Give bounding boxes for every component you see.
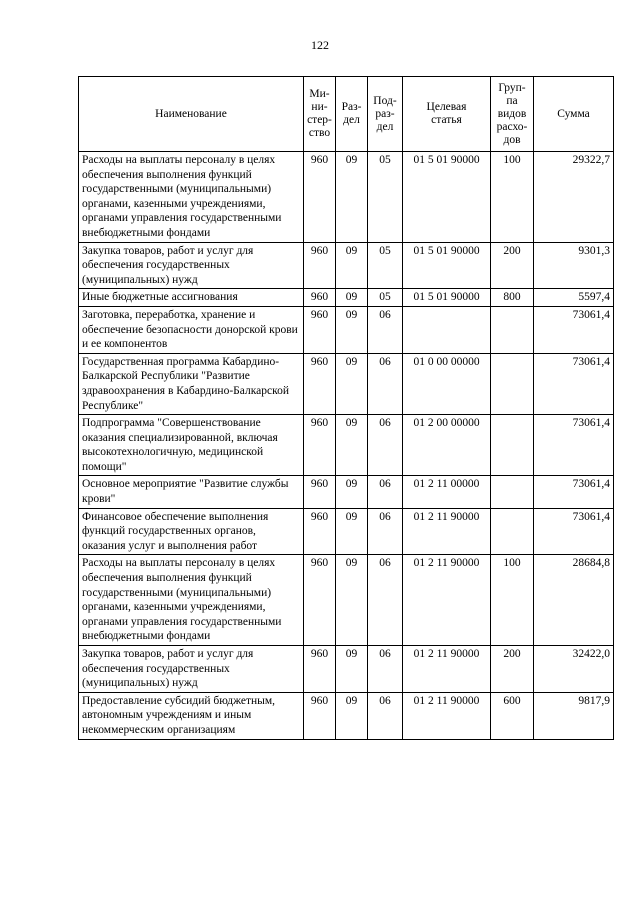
cell-sum: 73061,4	[534, 353, 614, 414]
cell-subsection: 06	[368, 646, 403, 693]
cell-target: 01 2 11 90000	[403, 692, 491, 739]
cell-sum: 73061,4	[534, 508, 614, 555]
header-ministry: Ми- ни- стер- ство	[304, 77, 336, 152]
cell-target: 01 2 11 90000	[403, 508, 491, 555]
cell-group: 600	[491, 692, 534, 739]
cell-sum: 5597,4	[534, 289, 614, 307]
cell-target: 01 2 00 00000	[403, 415, 491, 476]
cell-sum: 9817,9	[534, 692, 614, 739]
cell-name: Основное мероприятие "Развитие службы крови"	[79, 476, 304, 508]
cell-section: 09	[336, 415, 368, 476]
page-number: 122	[311, 38, 329, 52]
header-row	[79, 77, 614, 152]
cell-subsection: 06	[368, 415, 403, 476]
cell-sum: 32422,0	[534, 646, 614, 693]
cell-sum: 28684,8	[534, 555, 614, 646]
cell-ministry: 960	[304, 555, 336, 646]
table-row	[79, 415, 614, 476]
cell-section: 09	[336, 289, 368, 307]
header-name: Наименование	[79, 77, 304, 152]
cell-name: Иные бюджетные ассигнования	[79, 289, 304, 307]
cell-ministry: 960	[304, 152, 336, 243]
cell-target	[403, 306, 491, 353]
cell-ministry: 960	[304, 476, 336, 508]
cell-target: 01 2 11 90000	[403, 555, 491, 646]
cell-section: 09	[336, 353, 368, 414]
cell-ministry: 960	[304, 289, 336, 307]
cell-target: 01 0 00 00000	[403, 353, 491, 414]
cell-sum: 73061,4	[534, 476, 614, 508]
cell-target: 01 2 11 00000	[403, 476, 491, 508]
cell-group: 100	[491, 152, 534, 243]
cell-sum: 73061,4	[534, 415, 614, 476]
cell-name: Подпрограмма "Совершенствование оказания специализированной, включая высокотехнологичную, медицинской помощи"	[79, 415, 304, 476]
cell-section: 09	[336, 476, 368, 508]
cell-ministry: 960	[304, 646, 336, 693]
cell-section: 09	[336, 152, 368, 243]
cell-target: 01 5 01 90000	[403, 242, 491, 289]
table-row	[79, 289, 614, 307]
cell-subsection: 06	[368, 353, 403, 414]
cell-subsection: 05	[368, 289, 403, 307]
cell-name: Государственная программа Кабардино-Балкарской Республики "Развитие здравоохранения в Кабардино-Балкарской Республике"	[79, 353, 304, 414]
table-row	[79, 476, 614, 508]
header-sum: Сумма	[534, 77, 614, 152]
cell-section: 09	[336, 306, 368, 353]
cell-subsection: 05	[368, 242, 403, 289]
cell-subsection: 06	[368, 692, 403, 739]
cell-name: Расходы на выплаты персоналу в целях обеспечения выполнения функций государственными (муниципальными) органами, казенными учреждениями, органами управления государственными внебюджетными фондами	[79, 152, 304, 243]
cell-group	[491, 508, 534, 555]
cell-target: 01 5 01 90000	[403, 289, 491, 307]
header-group: Груп- па видов расхо- дов	[491, 77, 534, 152]
cell-subsection: 06	[368, 508, 403, 555]
cell-target: 01 2 11 90000	[403, 646, 491, 693]
cell-name: Закупка товаров, работ и услуг для обеспечения государственных (муниципальных) нужд	[79, 646, 304, 693]
cell-sum: 29322,7	[534, 152, 614, 243]
cell-group	[491, 353, 534, 414]
cell-subsection: 06	[368, 476, 403, 508]
cell-ministry: 960	[304, 692, 336, 739]
header-target: Целевая статья	[403, 77, 491, 152]
cell-subsection: 05	[368, 152, 403, 243]
cell-group: 800	[491, 289, 534, 307]
cell-section: 09	[336, 692, 368, 739]
cell-group: 200	[491, 242, 534, 289]
cell-ministry: 960	[304, 242, 336, 289]
cell-name: Расходы на выплаты персоналу в целях обеспечения выполнения функций государственными (муниципальными) органами, казенными учреждениями, органами управления государственными внебюджетными фондами	[79, 555, 304, 646]
cell-section: 09	[336, 555, 368, 646]
cell-section: 09	[336, 242, 368, 289]
table-row	[79, 646, 614, 693]
table-row	[79, 306, 614, 353]
cell-group: 200	[491, 646, 534, 693]
cell-section: 09	[336, 508, 368, 555]
cell-name: Финансовое обеспечение выполнения функций государственных органов, оказания услуг и выполнения работ	[79, 508, 304, 555]
cell-group	[491, 306, 534, 353]
cell-ministry: 960	[304, 306, 336, 353]
cell-sum: 73061,4	[534, 306, 614, 353]
cell-subsection: 06	[368, 555, 403, 646]
cell-name: Закупка товаров, работ и услуг для обеспечения государственных (муниципальных) нужд	[79, 242, 304, 289]
cell-section: 09	[336, 646, 368, 693]
cell-group	[491, 415, 534, 476]
cell-name: Предоставление субсидий бюджетным, автономным учреждениям и иным некоммерческим организациям	[79, 692, 304, 739]
cell-group: 100	[491, 555, 534, 646]
cell-ministry: 960	[304, 353, 336, 414]
table-row	[79, 555, 614, 646]
header-section: Раз- дел	[336, 77, 368, 152]
table-row	[79, 508, 614, 555]
table-row	[79, 692, 614, 739]
header-subsection: Под- раз- дел	[368, 77, 403, 152]
cell-ministry: 960	[304, 415, 336, 476]
table-row	[79, 353, 614, 414]
cell-name: Заготовка, переработка, хранение и обеспечение безопасности донорской крови и ее компонентов	[79, 306, 304, 353]
cell-subsection: 06	[368, 306, 403, 353]
table-row	[79, 152, 614, 243]
cell-target: 01 5 01 90000	[403, 152, 491, 243]
cell-ministry: 960	[304, 508, 336, 555]
cell-sum: 9301,3	[534, 242, 614, 289]
budget-table	[78, 76, 614, 740]
table-row	[79, 242, 614, 289]
cell-group	[491, 476, 534, 508]
